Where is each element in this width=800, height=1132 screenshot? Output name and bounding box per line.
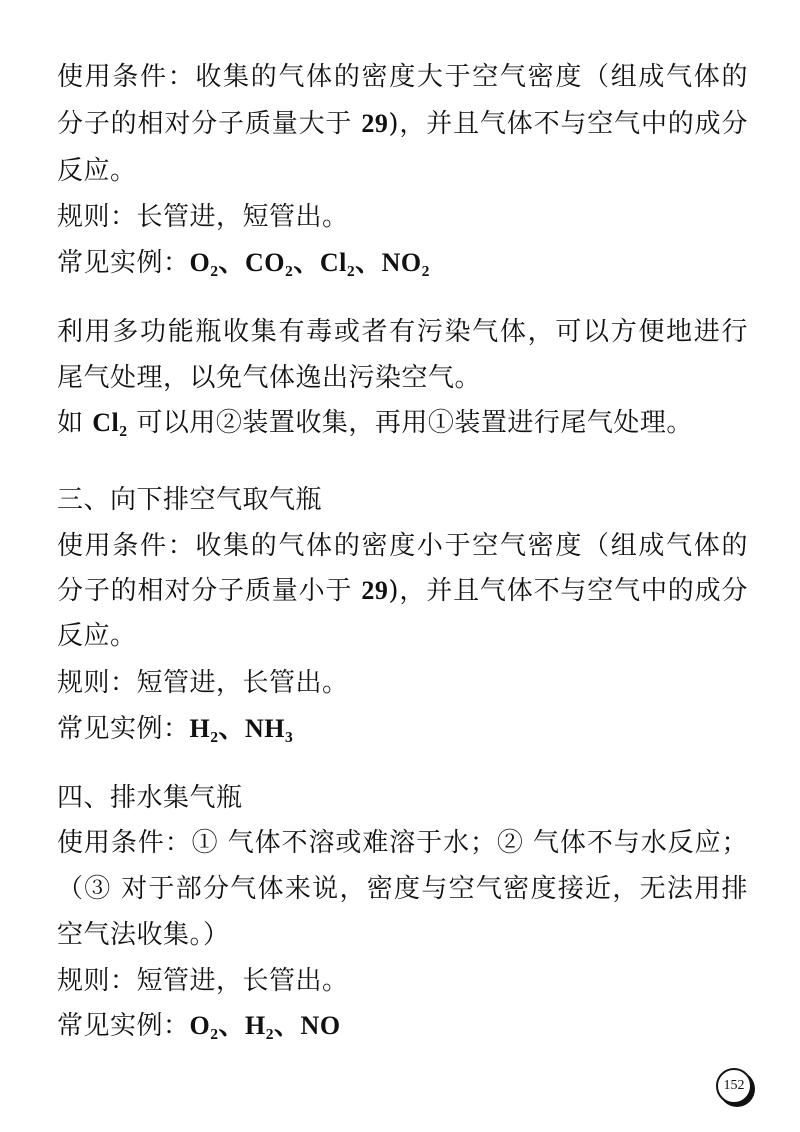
examples-list: O₂、H₂、NO (189, 1011, 341, 1040)
condition-line (57, 568, 748, 614)
condition-text: 分子的相对分子质量小于 (57, 576, 362, 606)
examples-list: H₂、NH₃ (189, 714, 294, 743)
examples-line (57, 240, 748, 286)
note-line (57, 400, 748, 446)
examples-label: 常见实例： (57, 714, 190, 744)
chem-formula: Cl₂ (92, 408, 128, 437)
section-heading: 四、排水集气瓶 (57, 783, 243, 813)
examples-list: O₂、CO₂、Cl₂、NO₂ (189, 248, 430, 277)
rule-line: 规则：短管进，长管出。 (57, 966, 349, 996)
condition-line: 使用条件：① 气体不溶或难溶于水；② 气体不与水反应； (57, 828, 748, 858)
condition-text: 分子的相对分子质量大于 (57, 109, 362, 139)
note-text: 如 (57, 408, 93, 438)
examples-line (57, 706, 748, 752)
condition-line: 反应。 (57, 156, 137, 186)
rule-line: 规则：短管进，长管出。 (57, 668, 349, 698)
molar-mass-value: 29 (361, 576, 389, 605)
condition-text: )，并且气体不与空气中的成分 (388, 576, 748, 606)
condition-line: 空气法收集。） (57, 920, 230, 950)
note-text: 可以用②装置收集，再用①装置进行尾气处理。 (127, 408, 693, 438)
section-heading: 三、向下排空气取气瓶 (57, 485, 323, 515)
condition-line: 反应。 (57, 621, 137, 651)
condition-line: 使用条件：收集的气体的密度大于空气密度（组成气体的 (57, 62, 748, 92)
examples-label: 常见实例： (57, 1011, 190, 1041)
molar-mass-value: 29 (361, 109, 389, 138)
note-line: 利用多功能瓶收集有毒或者有污染气体，可以方便地进行 (57, 317, 748, 347)
page-number: 152 (716, 1068, 752, 1104)
condition-line: （③ 对于部分气体来说，密度与空气密度接近，无法用排 (57, 874, 748, 904)
examples-label: 常见实例： (57, 248, 190, 278)
rule-line: 规则：长管进，短管出。 (57, 202, 349, 232)
note-line: 尾气处理，以免气体逸出污染空气。 (57, 363, 482, 393)
condition-text: )，并且气体不与空气中的成分 (388, 109, 748, 139)
condition-line (57, 101, 748, 147)
examples-line (57, 1003, 748, 1049)
condition-line: 使用条件：收集的气体的密度小于空气密度（组成气体的 (57, 531, 748, 561)
